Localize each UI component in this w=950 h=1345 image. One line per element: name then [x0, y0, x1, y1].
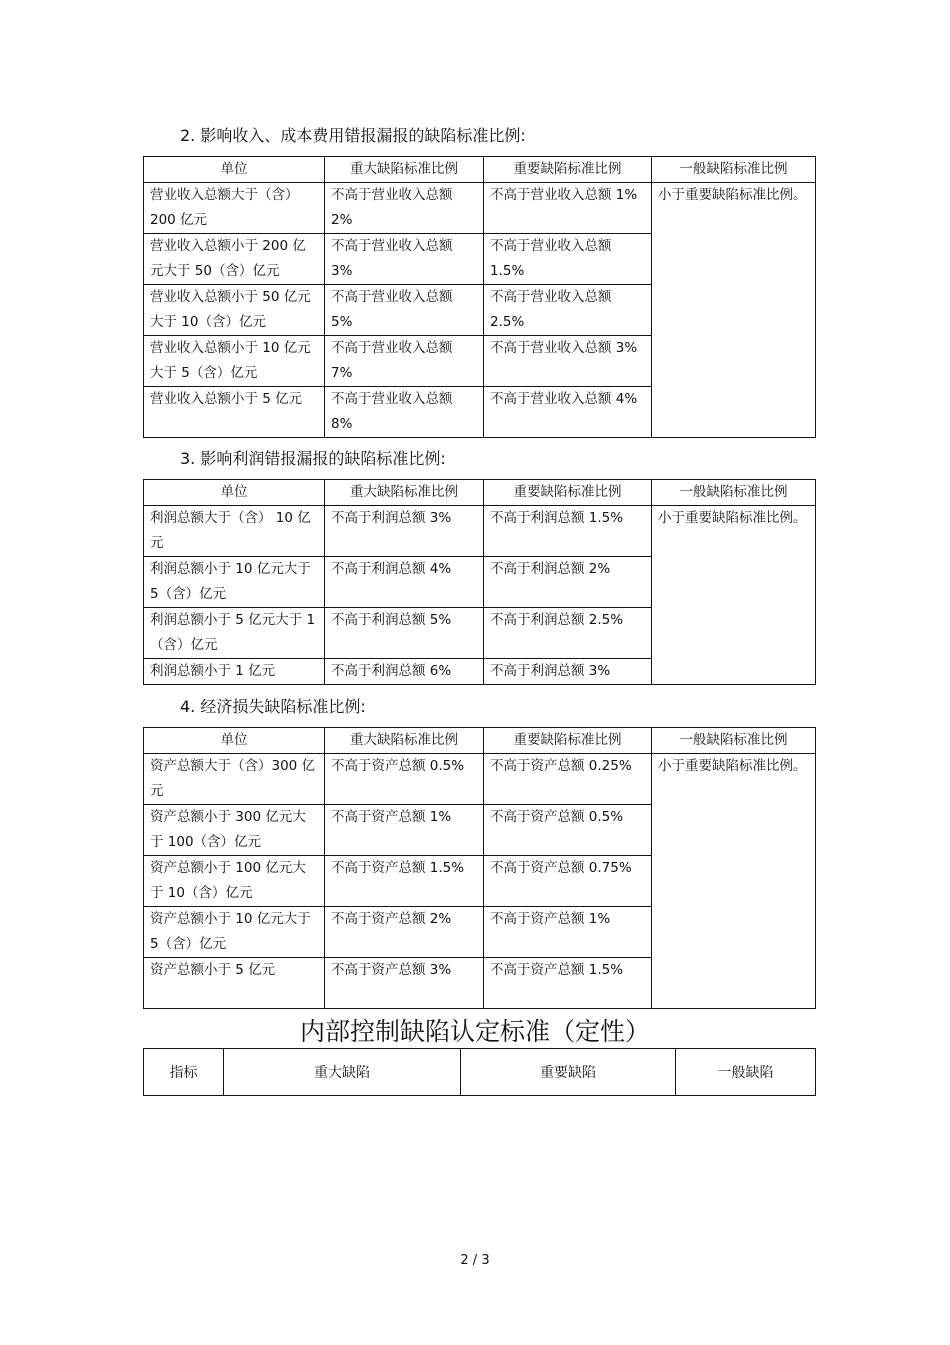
column-header-important: 重要缺陷标准比例: [484, 480, 652, 506]
general-cell: 小于重要缺陷标准比例。: [652, 506, 816, 685]
general-cell: 小于重要缺陷标准比例。: [652, 183, 816, 438]
column-header-important: 重要缺陷标准比例: [484, 728, 652, 754]
major-cell: 不高于利润总额 6%: [325, 659, 484, 685]
table-header-row: [144, 1049, 816, 1096]
major-cell: 不高于营业收入总额 8%: [325, 387, 484, 438]
revenue-criteria-table: [143, 156, 816, 438]
column-header-indicator: 指标: [144, 1049, 224, 1096]
unit-cell: 资产总额小于 5 亿元: [144, 958, 325, 1009]
page-number: 2 / 3: [460, 1253, 490, 1268]
column-header-important: 重要缺陷: [461, 1049, 676, 1096]
major-cell: 不高于利润总额 5%: [325, 608, 484, 659]
unit-cell: 营业收入总额小于 200 亿元大于 50（含）亿元: [144, 234, 325, 285]
unit-cell: 利润总额小于 5 亿元大于 1（含）亿元: [144, 608, 325, 659]
column-header-general: 一般缺陷标准比例: [652, 480, 816, 506]
important-cell: 不高于资产总额 1%: [484, 907, 652, 958]
unit-cell: 利润总额大于（含） 10 亿元: [144, 506, 325, 557]
unit-cell: 营业收入总额大于（含） 200 亿元: [144, 183, 325, 234]
table-header-row: [144, 157, 816, 183]
unit-cell: 营业收入总额小于 10 亿元大于 5（含）亿元: [144, 336, 325, 387]
column-header-major: 重大缺陷标准比例: [325, 480, 484, 506]
major-cell: 不高于资产总额 2%: [325, 907, 484, 958]
important-cell: 不高于资产总额 0.75%: [484, 856, 652, 907]
section3-heading: 3. 影响利润错报漏报的缺陷标准比例:: [180, 449, 446, 468]
unit-cell: 资产总额大于（含）300 亿元: [144, 754, 325, 805]
major-cell: 不高于资产总额 3%: [325, 958, 484, 1009]
column-header-major: 重大缺陷标准比例: [325, 728, 484, 754]
important-cell: 不高于营业收入总额 1.5%: [484, 234, 652, 285]
major-cell: 不高于资产总额 1.5%: [325, 856, 484, 907]
column-header-general: 一般缺陷标准比例: [652, 157, 816, 183]
table-row: [144, 754, 816, 805]
major-cell: 不高于利润总额 3%: [325, 506, 484, 557]
important-cell: 不高于资产总额 0.25%: [484, 754, 652, 805]
major-cell: 不高于资产总额 1%: [325, 805, 484, 856]
column-header-major: 重大缺陷: [224, 1049, 461, 1096]
unit-cell: 利润总额小于 10 亿元大于 5（含）亿元: [144, 557, 325, 608]
column-header-general: 一般缺陷标准比例: [652, 728, 816, 754]
important-cell: 不高于资产总额 1.5%: [484, 958, 652, 1009]
important-cell: 不高于资产总额 0.5%: [484, 805, 652, 856]
column-header-unit: 单位: [144, 480, 325, 506]
table-row: [144, 183, 816, 234]
important-cell: 不高于营业收入总额 1%: [484, 183, 652, 234]
profit-criteria-table: [143, 479, 816, 685]
loss-criteria-table: [143, 727, 816, 1009]
column-header-unit: 单位: [144, 157, 325, 183]
unit-cell: 资产总额小于 100 亿元大于 10（含）亿元: [144, 856, 325, 907]
important-cell: 不高于营业收入总额 4%: [484, 387, 652, 438]
major-cell: 不高于营业收入总额 2%: [325, 183, 484, 234]
qualitative-title: 内部控制缺陷认定标准（定性）: [299, 1017, 650, 1046]
important-cell: 不高于营业收入总额 2.5%: [484, 285, 652, 336]
column-header-general: 一般缺陷: [676, 1049, 816, 1096]
important-cell: 不高于营业收入总额 3%: [484, 336, 652, 387]
column-header-major: 重大缺陷标准比例: [325, 157, 484, 183]
unit-cell: 资产总额小于 10 亿元大于 5（含）亿元: [144, 907, 325, 958]
unit-cell: 资产总额小于 300 亿元大于 100（含）亿元: [144, 805, 325, 856]
major-cell: 不高于利润总额 4%: [325, 557, 484, 608]
major-cell: 不高于营业收入总额 3%: [325, 234, 484, 285]
major-cell: 不高于营业收入总额 7%: [325, 336, 484, 387]
table-header-row: [144, 480, 816, 506]
unit-cell: 营业收入总额小于 50 亿元大于 10（含）亿元: [144, 285, 325, 336]
column-header-important: 重要缺陷标准比例: [484, 157, 652, 183]
important-cell: 不高于利润总额 1.5%: [484, 506, 652, 557]
table-header-row: [144, 728, 816, 754]
important-cell: 不高于利润总额 3%: [484, 659, 652, 685]
section2-heading: 2. 影响收入、成本费用错报漏报的缺陷标准比例:: [180, 126, 526, 145]
major-cell: 不高于营业收入总额 5%: [325, 285, 484, 336]
qualitative-table: [143, 1048, 816, 1096]
important-cell: 不高于利润总额 2%: [484, 557, 652, 608]
important-cell: 不高于利润总额 2.5%: [484, 608, 652, 659]
table-row: [144, 506, 816, 557]
unit-cell: 利润总额小于 1 亿元: [144, 659, 325, 685]
major-cell: 不高于资产总额 0.5%: [325, 754, 484, 805]
section4-heading: 4. 经济损失缺陷标准比例:: [180, 697, 366, 716]
column-header-unit: 单位: [144, 728, 325, 754]
unit-cell: 营业收入总额小于 5 亿元: [144, 387, 325, 438]
general-cell: 小于重要缺陷标准比例。: [652, 754, 816, 1009]
